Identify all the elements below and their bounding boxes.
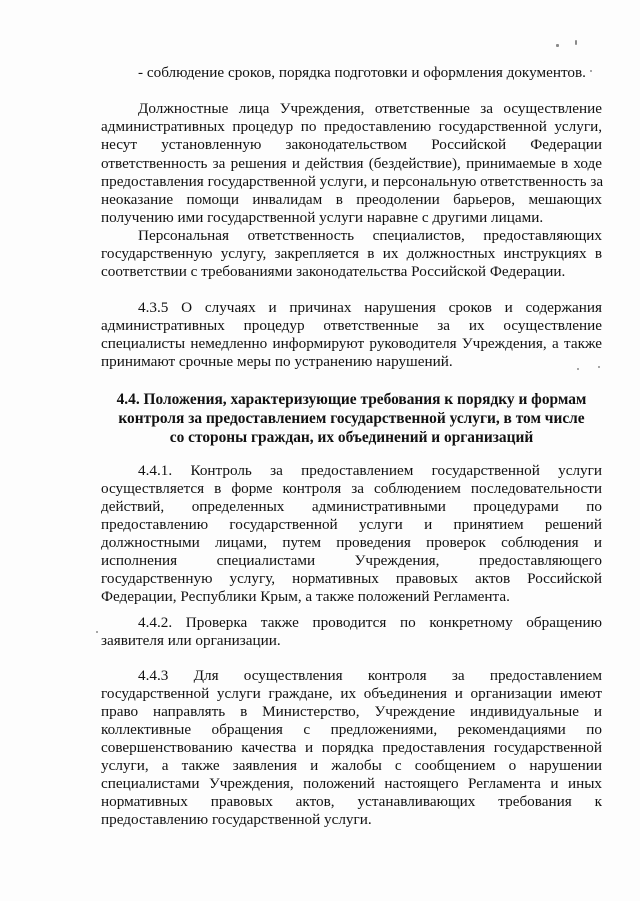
text-line-36: нормативных правовых актов, устанавливающих требования к bbox=[101, 793, 602, 810]
text-line-31: право направлять в Министерство, Учреждение индивидуальные и bbox=[101, 703, 602, 720]
text-line-34: услуги, а также заявления и жалобы с сообщением о нарушении bbox=[101, 757, 602, 774]
text-line-12: 4.3.5 О случаях и причинах нарушения сроков и содержания bbox=[138, 299, 602, 316]
text-line-15: принимают срочные меры по устранению нарушений. bbox=[101, 353, 453, 370]
text-line-2: Должностные лица Учреждения, ответственные за осуществление bbox=[138, 100, 602, 117]
text-line-37: предоставлению государственной услуги. bbox=[101, 811, 372, 828]
text-line-19: 4.4.1. Контроль за предоставлением государственной услуги bbox=[138, 462, 602, 479]
text-line-25: государственную услугу, нормативных правовых актов Российской bbox=[101, 570, 602, 587]
text-line-1: - соблюдение сроков, порядка подготовки и оформления документов. bbox=[138, 64, 586, 81]
text-line-32: коллективные обращения с предложениями, рекомендациями по bbox=[101, 721, 602, 738]
text-line-13: административных процедур ответственные за их осуществление bbox=[101, 317, 602, 334]
scan-speck bbox=[577, 368, 579, 370]
text-line-26: Федерации, Республики Крым, а также положений Регламента. bbox=[101, 588, 510, 605]
text-line-35: специалистами Учреждения, положений настоящего Регламента и иных bbox=[101, 775, 602, 792]
text-line-8: получению ими государственной услуги наравне с другими лицами. bbox=[101, 209, 544, 226]
section-heading-line-1: 4.4. Положения, характеризующие требования к порядку и формам bbox=[116, 391, 587, 408]
text-line-22: предоставлению государственной услуги и принятием решений bbox=[101, 516, 602, 533]
scan-speck bbox=[556, 44, 559, 47]
text-line-24: исполнения специалистами Учреждения, предоставляющего bbox=[101, 552, 602, 569]
text-line-29: 4.4.3 Для осуществления контроля за предоставлением bbox=[138, 667, 602, 684]
text-line-30: государственной услуги граждане, их объединения и организации имеют bbox=[101, 685, 602, 702]
scan-speck bbox=[590, 70, 592, 72]
text-line-21: действий, определенных административными процедурами по bbox=[101, 498, 602, 515]
text-line-27: 4.4.2. Проверка также проводится по конкретному обращению bbox=[138, 614, 602, 631]
scan-speck bbox=[575, 40, 577, 45]
section-heading-line-3: со стороны граждан, их объединений и организаций bbox=[169, 429, 534, 446]
text-line-10: государственную услугу, закрепляется в их должностных инструкциях в bbox=[101, 245, 602, 262]
text-line-20: осуществляется в форме контроля за соблюдением последовательности bbox=[101, 480, 602, 497]
section-heading-line-2: контроля за предоставлением государственной услуги, в том числе bbox=[118, 410, 585, 427]
text-line-33: совершенствованию качества и порядка предоставления государственной bbox=[101, 739, 602, 756]
scan-speck bbox=[598, 366, 600, 368]
text-line-9: Персональная ответственность специалистов, предоставляющих bbox=[138, 227, 602, 244]
text-line-23: должностными лицами, путем проведения проверок соблюдения и bbox=[101, 534, 602, 551]
text-line-28: заявителя или организации. bbox=[101, 632, 281, 649]
text-line-14: специалисты немедленно информируют руководителя Учреждения, а также bbox=[101, 335, 602, 352]
text-line-4: несут установленную законодательством Российской Федерации bbox=[101, 136, 602, 153]
text-line-6: предоставления государственной услуги, и персональную ответственность за bbox=[101, 173, 604, 190]
text-line-11: соответствии с требованиями законодательства Российской Федерации. bbox=[101, 263, 566, 280]
text-line-3: административных процедур по предоставлению государственной услуги, bbox=[101, 118, 602, 135]
text-line-5: ответственность за решения и действия (бездействие), принимаемые в ходе bbox=[101, 155, 602, 172]
scan-speck bbox=[96, 631, 98, 633]
text-line-7: неоказание помощи инвалидам в преодолении барьеров, мешающих bbox=[101, 191, 602, 208]
